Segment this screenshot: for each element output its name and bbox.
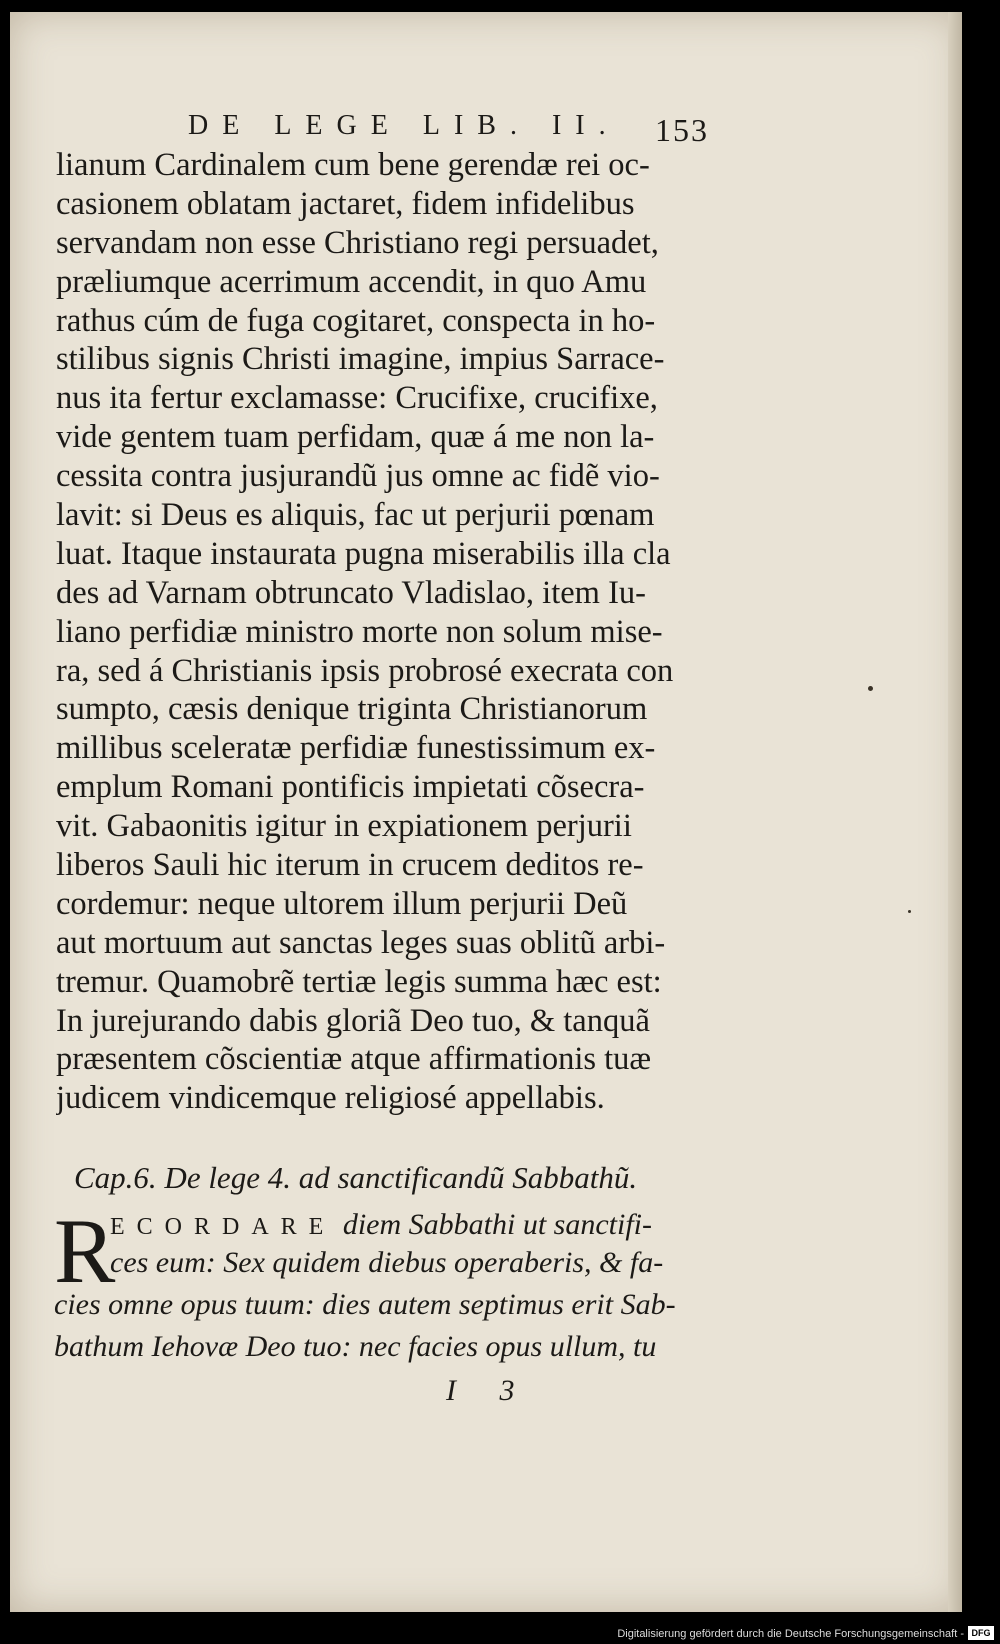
commandment-line: bathum Iehovæ Deo tuo: nec facies opus ullum, tu [54, 1330, 657, 1363]
ink-speck [868, 686, 873, 691]
text-line: ra, sed á Christianis ipsis probrosé execrata con [56, 652, 674, 689]
digitization-credit: Digitalisierung gefördert durch die Deutsche Forschungsgemeinschaft - [617, 1628, 964, 1640]
text-line: nus ita fertur exclamasse: Crucifixe, crucifixe, [56, 380, 658, 417]
text-line: præliumque acerrimum accendit, in quo Amu [56, 263, 647, 300]
ink-speck [908, 910, 911, 913]
text-line: stilibus signis Christi imagine, impius Sarrace- [56, 341, 665, 378]
chapter-title: Cap.6. De lege 4. ad sanctificandũ Sabbathũ. [74, 1160, 638, 1195]
text-line: liano perfidiæ ministro morte non solum mise- [56, 613, 663, 650]
signature-mark: I 3 [446, 1374, 533, 1407]
text-line: præsentem cõscientiæ atque affirmationis tuæ [56, 1041, 652, 1078]
text-line: vit. Gabaonitis igitur in expiationem perjurii [56, 808, 632, 845]
page-number: 153 [655, 112, 709, 148]
commandment-line [110, 1208, 652, 1244]
body-text [56, 146, 736, 1118]
text-line: cessita contra jusjurandũ jus omne ac fidẽ vio- [56, 458, 660, 495]
text-line: In jurejurando dabis gloriã Deo tuo, & tanquã [56, 1002, 650, 1039]
text-line: liberos Sauli hic iterum in crucem deditos re- [56, 847, 644, 884]
commandment-line: cies omne opus tuum: dies autem septimus erit Sab- [54, 1288, 676, 1321]
text-line: aut mortuum aut sanctas leges suas oblitũ arbi- [56, 924, 666, 961]
dfg-logo: DFG [968, 1626, 994, 1640]
small-caps-word: ECORDARE [110, 1214, 336, 1240]
text-line: casionem oblatam jactaret, fidem infidelibus [56, 185, 635, 222]
text-line: rathus cúm de fuga cogitaret, conspecta in ho- [56, 302, 656, 339]
text-line: luat. Itaque instaurata pugna miserabilis illa cla [56, 535, 671, 572]
text-line: millibus sceleratæ perfidiæ funestissimum ex- [56, 730, 656, 767]
text-line: sumpto, cæsis denique triginta Christianorum [56, 691, 648, 728]
text-line: emplum Romani pontificis impietati cõsecra- [56, 769, 645, 806]
text-line: vide gentem tuam perfidam, quæ á me non la- [56, 419, 655, 456]
running-header: DE LEGE LIB. II. [188, 110, 620, 141]
drop-cap: R [54, 1200, 116, 1302]
text-line: lavit: si Deus es aliquis, fac ut perjurii pœnam [56, 497, 655, 534]
page-edge [948, 12, 962, 1612]
text-line: lianum Cardinalem cum bene gerendæ rei oc- [56, 147, 650, 183]
text-line: servandam non esse Christiano regi persuadet, [56, 224, 659, 261]
commandment-line: ces eum: Sex quidem diebus operaberis, & fa- [110, 1246, 664, 1279]
book-page [10, 12, 962, 1612]
text-line: tremur. Quamobrẽ tertiæ legis summa hæc est: [56, 963, 662, 1000]
text-line: des ad Varnam obtruncato Vladislao, item Iu- [56, 574, 646, 611]
text-line: judicem vindicemque religiosé appellabis. [56, 1080, 605, 1117]
commandment-block [54, 1200, 734, 1376]
commandment-text: diem Sabbathi ut sanctifi- [342, 1208, 652, 1241]
text-line: cordemur: neque ultorem illum perjurii Deũ [56, 885, 628, 922]
